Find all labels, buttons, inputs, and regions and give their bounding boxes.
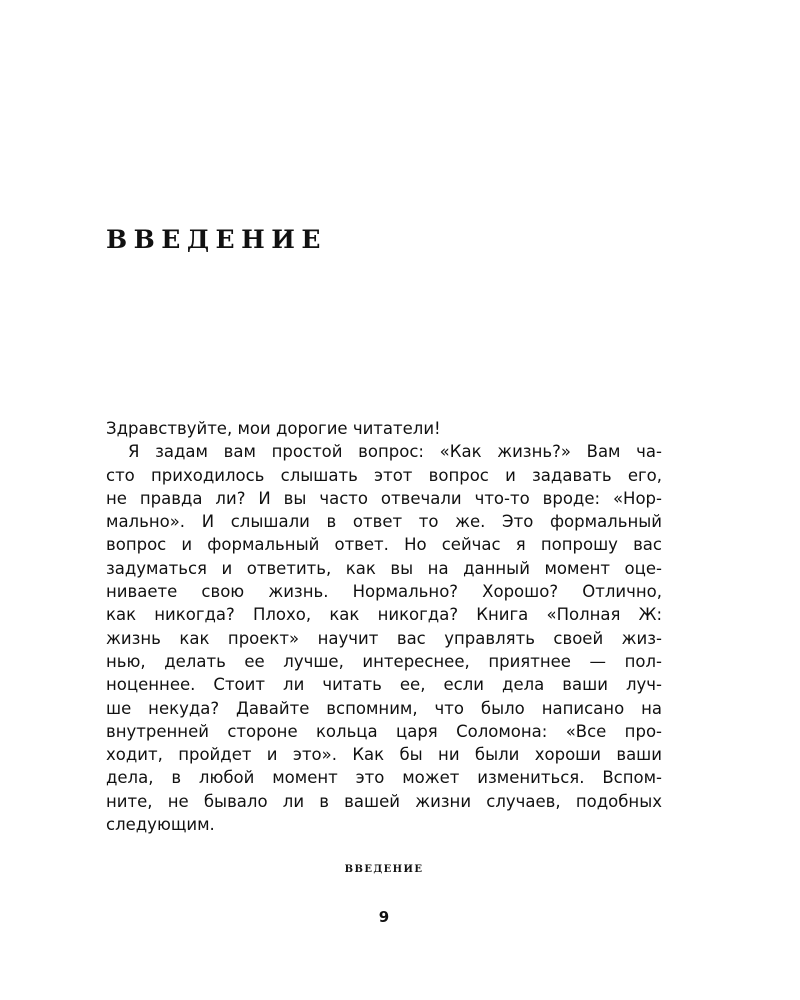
text-line: ше некуда? Давайте вспомним, что было написано на xyxy=(106,698,662,718)
text-line: задуматься и ответить, как вы на данный момент оце- xyxy=(106,558,662,578)
running-footer: ВВЕДЕНИЕ xyxy=(344,864,424,875)
text-line: дела, в любой момент это может измениться. Вспом- xyxy=(106,768,662,788)
text-line-content: Я задам вам простой вопрос: «Как жизнь?» Вам ча- xyxy=(128,442,662,462)
chapter-title: ВВЕДЕНИЕ xyxy=(106,225,327,254)
text-line: следующим. xyxy=(106,815,215,835)
text-line: сто приходилось слышать этот вопрос и задавать его, xyxy=(106,465,662,485)
text-line: жизнь как проект» научит вас управлять своей жиз- xyxy=(106,628,662,648)
text-line: как никогда? Плохо, как никогда? Книга «Полная Ж: xyxy=(106,605,662,625)
main-paragraph xyxy=(106,440,662,836)
text-line: нью, делать ее лучше, интереснее, приятнее — пол- xyxy=(106,651,662,671)
text-line: ните, не бывало ли в вашей жизни случаев, подобных xyxy=(106,791,662,811)
page-number: 9 xyxy=(378,908,390,926)
text-line: не правда ли? И вы часто отвечали что-то вроде: «Нор- xyxy=(106,488,662,508)
body-text xyxy=(106,417,662,836)
greeting-paragraph xyxy=(106,417,662,440)
text-line: ходит, пройдет и это». Как бы ни были хороши ваши xyxy=(106,745,662,765)
text-line: внутренней стороне кольца царя Соломона: «Все про- xyxy=(106,721,662,741)
text-line: ноценнее. Стоит ли читать ее, если дела ваши луч- xyxy=(106,675,662,695)
text-line xyxy=(106,440,662,463)
text-line: мально». И слышали в ответ то же. Это формальный xyxy=(106,512,662,532)
text-line: ниваете свою жизнь. Нормально? Хорошо? Отлично, xyxy=(106,582,662,602)
text-line: Здравствуйте, мои дорогие читатели! xyxy=(106,419,441,438)
text-line: вопрос и формальный ответ. Но сейчас я попрошу вас xyxy=(106,535,662,555)
